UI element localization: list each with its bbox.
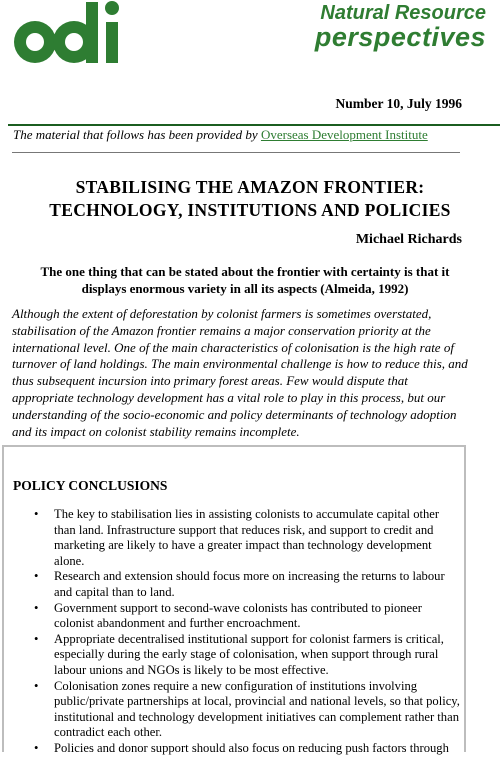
policy-list (27, 507, 462, 757)
policy-item-text: Research and extension should focus more on increasing the returns to labour and capital than to land. (54, 569, 445, 599)
top-divider (8, 124, 500, 126)
bullet-icon: • (34, 740, 39, 755)
author-name: Michael Richards (355, 232, 462, 247)
list-item (27, 507, 462, 569)
policy-heading: POLICY CONCLUSIONS (13, 478, 168, 493)
policy-conclusions-box (2, 445, 466, 755)
policy-item-text: The key to stabilisation lies in assisting colonists to accumulate capital other than land. Infrastructure support that reduces risk, and support to credit and marketing are likely to have a greater impact than technology development alone. (54, 507, 440, 568)
bullet-icon: • (34, 507, 39, 521)
divider (12, 152, 460, 153)
policy-item-text: Government support to second-wave colonists has contributed to pioneer colonist abandonment and further encroachment. (54, 600, 422, 631)
quote-line1: The one thing that can be stated about the frontier with certainty is that it (40, 264, 450, 279)
bullet-icon: • (34, 631, 39, 646)
masthead-line2: perspectives (314, 22, 486, 52)
odi-logo (12, 0, 132, 66)
masthead-line1: Natural Resource (320, 2, 486, 24)
abstract-paragraph: Although the extent of deforestation by colonist farmers is sometimes overstated, stabilisation of the Amazon frontier remains a major conservation priority at the international level. One of the main characteristics of colonisation is the high rate of turnover of land holdings. The main environmental challenge is how to reduce this, and thus subsequent incursion into primary forest areas. Few would dispute that appropriate technology development has a vital role to play in this process, but our understanding of the socio-economic and policy determinants of technology adoption and its impact on colonist stability remains incomplete. (12, 306, 468, 439)
policy-item-text: Appropriate decentralised institutional support for colonist farmers is critical, especially during the early stage of colonisation, when support through rural labour unions and NGOs is likely to be most effective. (54, 631, 444, 677)
provided-by-text: The material that follows has been provided by (13, 127, 261, 142)
list-item (27, 632, 462, 679)
bullet-icon: • (34, 569, 39, 584)
list-item (27, 569, 462, 600)
document-title (0, 176, 500, 222)
issue-number: Number 10, July 1996 (335, 96, 462, 111)
policy-item-text: Colonisation zones require a new configuration of institutions involving public/private partnerships at local, provincial and national levels, so that policy, institutional and technology development initiatives can complement rather than contradict each other. (54, 678, 460, 740)
quote-line2: displays enormous variety in all its aspects (Almeida, 1992) (81, 281, 409, 296)
bullet-icon: • (34, 600, 39, 615)
series-masthead (315, 2, 486, 50)
title-line1: STABILISING THE AMAZON FRONTIER: (75, 177, 425, 197)
epigraph-quote (25, 263, 465, 297)
list-item (27, 679, 462, 741)
provided-by-line (13, 127, 428, 143)
title-line2: TECHNOLOGY, INSTITUTIONS AND POLICIES (49, 200, 451, 220)
policy-item-text: Policies and donor support should also focus on reducing push factors through (54, 740, 449, 755)
list-item (27, 741, 462, 757)
list-item (27, 601, 462, 632)
odi-link[interactable]: Overseas Development Institute (260, 127, 428, 142)
bullet-icon: • (34, 678, 39, 693)
